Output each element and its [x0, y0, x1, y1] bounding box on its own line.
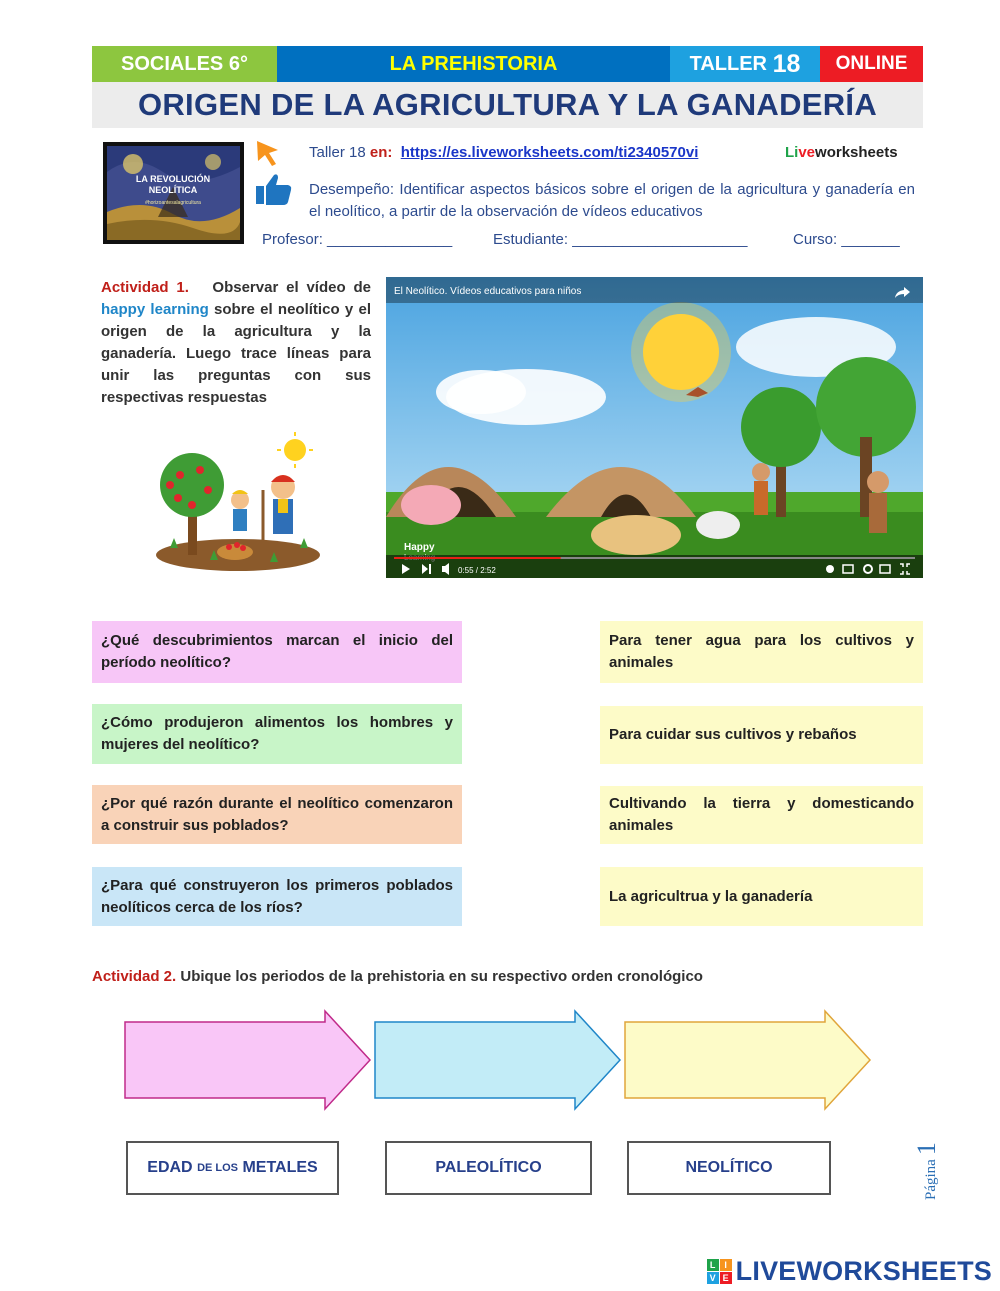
- arrow-slot-2[interactable]: [375, 1011, 620, 1109]
- curso-label: Curso: _______: [793, 231, 900, 248]
- brand-liveworksheets: [785, 144, 898, 161]
- activity1-text-a: Observar el vídeo de: [212, 279, 371, 296]
- wm-letter: I: [720, 1259, 732, 1271]
- happy-learning-highlight: happy learning: [101, 301, 209, 318]
- brand-rest: worksheets: [815, 144, 898, 161]
- activity2-label: Actividad 2.: [92, 968, 177, 985]
- question-box-3[interactable]: [92, 785, 462, 844]
- profesor-label: Profesor: _______________: [262, 231, 453, 248]
- taller-line: [309, 144, 698, 161]
- workshop-prefix: TALLER: [689, 52, 768, 75]
- thumbs-up-icon: [254, 172, 294, 208]
- activity1-instructions: [101, 277, 371, 409]
- cursor-arrow-icon: [254, 138, 284, 168]
- chronology-arrows: [120, 1008, 880, 1118]
- period-edad-metales[interactable]: [126, 1141, 339, 1195]
- activity1-text-b: sobre el neolítico y el origen de la agricultura y la ganadería. Luego trace líneas para unir las preguntas con sus respectivas respuestas: [101, 301, 371, 406]
- estudiante-label: Estudiante: _____________________: [493, 231, 748, 248]
- question-text: ¿Qué descubrimientos marcan el inicio del período neolítico?: [101, 632, 453, 671]
- paleolitico-label: PALEOLÍTICO: [435, 1159, 542, 1176]
- mode-label: ONLINE: [835, 53, 908, 74]
- page-word: Página: [923, 1159, 939, 1200]
- arrow-slot-1[interactable]: [125, 1011, 370, 1109]
- video-logo-top: Happy: [404, 542, 435, 553]
- header-subject: [92, 46, 277, 82]
- period-paleolitico[interactable]: [385, 1141, 592, 1195]
- thumbnail-art: [103, 142, 244, 244]
- answer-text: Para tener agua para los cultivos y animales: [609, 632, 914, 671]
- brand-ve: ve: [798, 144, 816, 161]
- header-topic: [277, 46, 670, 82]
- activity2-instructions: [92, 968, 703, 985]
- wm-letter: V: [707, 1272, 719, 1284]
- desempeno-paragraph: [309, 179, 915, 223]
- wm-letter: E: [720, 1272, 732, 1284]
- farm-illustration: [150, 430, 325, 575]
- answer-text: La agricultrua y la ganadería: [609, 887, 813, 905]
- desempeno-text: Identificar aspectos básicos sobre el origen de la agricultura y ganadería en el neolítico, a partir de la observación de vídeos educativos: [309, 181, 915, 220]
- video-player[interactable]: [386, 277, 923, 578]
- question-text: ¿Para qué construyeron los primeros poblados neolíticos cerca de los ríos?: [101, 876, 453, 916]
- worksheet-link[interactable]: https://es.liveworksheets.com/ti2340570vi: [400, 144, 699, 161]
- watermark-text: LIVEWORKSHEETS: [735, 1256, 992, 1286]
- question-text: ¿Por qué razón durante el neolítico comenzaron a construir sus poblados?: [101, 794, 453, 834]
- profesor-field[interactable]: [262, 231, 452, 248]
- curso-field[interactable]: [793, 231, 900, 248]
- video-thumbnail[interactable]: [103, 142, 244, 244]
- page-digit: 1: [912, 1142, 941, 1156]
- answer-box-1[interactable]: [600, 621, 923, 683]
- workshop-number: 18: [772, 49, 801, 78]
- estudiante-field[interactable]: [493, 231, 747, 248]
- video-time: 0:55 / 2:52: [458, 566, 496, 575]
- question-box-1[interactable]: [92, 621, 462, 683]
- metales-c: METALES: [242, 1159, 318, 1176]
- metales-b: DE LOS: [197, 1162, 239, 1174]
- question-box-4[interactable]: [92, 867, 462, 926]
- question-box-2[interactable]: [92, 704, 462, 764]
- answer-box-2[interactable]: [600, 706, 923, 764]
- video-title: El Neolítico. Vídeos educativos para niños: [394, 286, 582, 297]
- brand-li: Li: [785, 144, 799, 161]
- autoplay-icon[interactable]: [826, 565, 834, 573]
- thumbnail-line3: #horizoantesalagricultura: [145, 200, 201, 206]
- topic-label: LA PREHISTORIA: [389, 52, 558, 75]
- arrow-slot-3[interactable]: [625, 1011, 870, 1109]
- thumbnail-line1: LA REVOLUCIÓN: [135, 174, 211, 184]
- header-mode: [820, 46, 923, 82]
- wm-letter: L: [707, 1259, 719, 1271]
- activity1-label: Actividad 1.: [101, 279, 189, 296]
- page-number: [912, 1130, 972, 1210]
- answer-text: Para cuidar sus cultivos y rebaños: [609, 726, 857, 743]
- subject-label: SOCIALES 6°: [121, 52, 248, 75]
- period-neolitico[interactable]: [627, 1141, 831, 1195]
- page-title: ORIGEN DE LA AGRICULTURA Y LA GANADERÍA: [137, 87, 878, 122]
- metales-a: EDAD: [147, 1159, 193, 1176]
- watermark-icon: [707, 1259, 732, 1284]
- video-frame-art: [386, 277, 923, 578]
- neolitico-label: NEOLÍTICO: [685, 1159, 773, 1176]
- header-workshop: [670, 46, 820, 82]
- thumbnail-line2: NEOLÍTICA: [148, 185, 198, 195]
- title-band: [92, 82, 923, 128]
- answer-box-4[interactable]: [600, 867, 923, 926]
- question-text: ¿Cómo produjeron alimentos los hombres y mujeres del neolítico?: [101, 714, 453, 753]
- liveworksheets-watermark: [707, 1256, 992, 1287]
- answer-text: Cultivando la tierra y domesticando animales: [609, 795, 914, 834]
- answer-box-3[interactable]: [600, 786, 923, 844]
- activity2-text: Ubique los periodos de la prehistoria en su respectivo orden cronológico: [180, 968, 703, 985]
- en-label: en:: [369, 144, 393, 161]
- taller-label: Taller 18: [309, 144, 366, 161]
- progress-fill: [394, 557, 561, 559]
- desempeno-label: Desempeño:: [309, 181, 395, 198]
